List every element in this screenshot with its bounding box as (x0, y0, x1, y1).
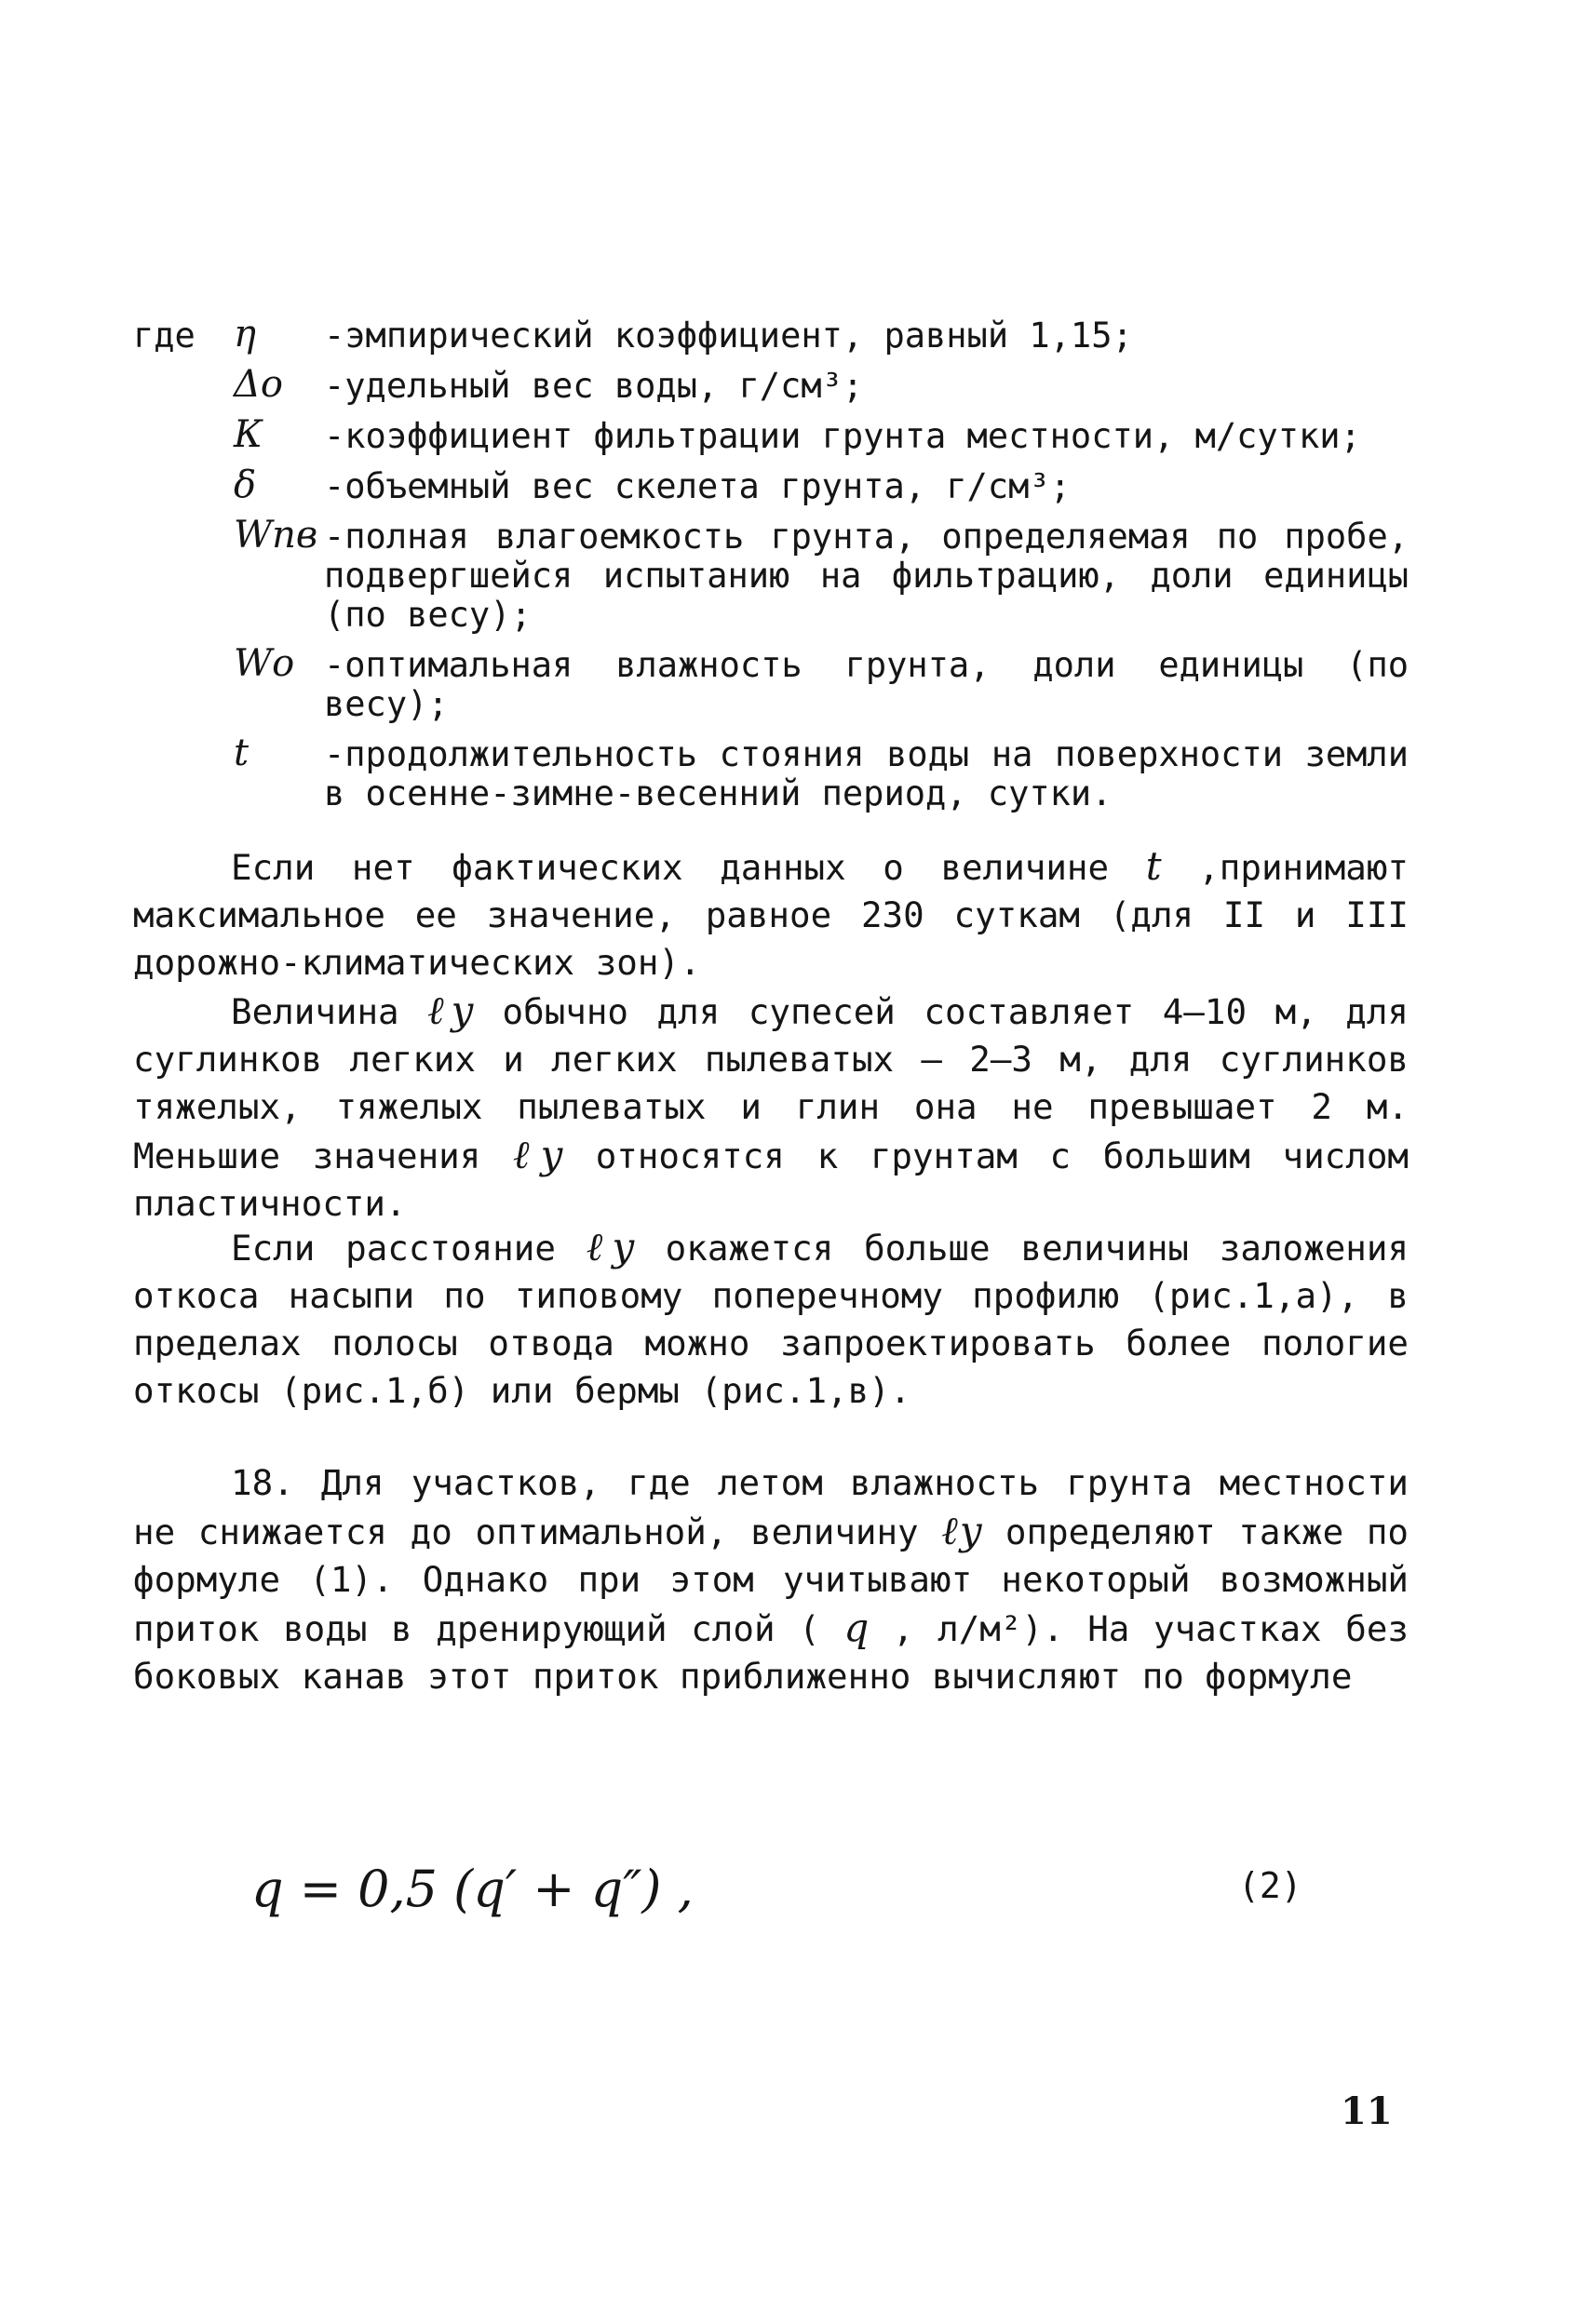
symbol-ly: ℓу (427, 987, 474, 1033)
definition-symbol: К (234, 413, 263, 456)
paragraph-text: Если расстояние (231, 1228, 556, 1269)
paragraph-slopes (133, 1223, 1409, 1415)
paragraph-text: 18. Для участков, где летом влажность грунта местности не снижается до оптимальной, величину (133, 1462, 1409, 1552)
definition-symbol: Wпв (234, 514, 318, 557)
definition-item (133, 413, 1409, 456)
page-number: 11 (1341, 2089, 1393, 2133)
definition-text: -продолжительность стояния воды на поверхности земли в осенне-зимне-весенний период, сутки. (324, 734, 1409, 813)
definition-text: -удельный вес воды, г/см³; (324, 366, 864, 406)
definition-symbol: Δо (234, 363, 283, 406)
definition-text: -коэффициент фильтрации грунта местности, м/сутки; (324, 416, 1361, 456)
symbol-ly: ℓу (586, 1224, 635, 1269)
symbol-ly: ℓу (941, 1508, 983, 1553)
paragraph-duration (133, 842, 1409, 987)
definition-item (133, 732, 1409, 813)
equation-number: (2) (1238, 1865, 1302, 1906)
paragraph-text: окажется больше величины заложения откоса насыпи по типовому поперечному профилю (рис.1,а), в пределах полосы отвода можно запроектировать более пологие откосы (рис.1,б) или бермы (рис.1,в). (133, 1228, 1409, 1411)
symbol-ly: ℓу (513, 1132, 563, 1177)
definition-symbol: η (234, 313, 256, 356)
formula-2: q = 0,5 (q′ + q″) , (251, 1860, 694, 1918)
definition-text: -объемный вес скелета грунта, г/см³; (324, 466, 1071, 506)
paragraph-text: , л/м²). На участках без боковых канав этот приток приближенно вычисляют по формуле (133, 1608, 1409, 1697)
definitions-list (133, 313, 1409, 825)
paragraph-text: Если нет фактических данных о величине (231, 847, 1110, 888)
paragraph-text: относятся к грунтам с большим числом пластичности. (133, 1135, 1409, 1224)
definition-item (133, 463, 1409, 506)
definition-item (133, 642, 1409, 724)
definition-text: -полная влагоемкость грунта, определяемая по пробе, подвергшейся испытанию на фильтрацию, доли единицы (по весу); (324, 517, 1409, 635)
definition-symbol: t (234, 732, 250, 774)
paragraph-text: обычно для супесей составляет 4–10 м, для суглинков легких и легких пылеватых – 2–3 м, для суглинков тяжелых, тяжелых пылеватых и глин она не превышает 2 м. Меньшие значения (133, 991, 1409, 1176)
definition-item (133, 514, 1409, 635)
definitions-lead: где (133, 316, 196, 356)
symbol-q: q (843, 1605, 870, 1650)
definition-item (133, 363, 1409, 406)
paragraph-ly-values (133, 987, 1409, 1228)
definition-text: -эмпирический коэффициент, равный 1,15; (324, 316, 1133, 356)
paragraph-text: ,принимают максимальное ее значение, равное 230 суткам (для II и III дорожно-климатических зон). (133, 847, 1409, 983)
definition-item (133, 313, 1409, 356)
paragraph-text: Величина (231, 991, 399, 1032)
paragraph-text: определяют также по формуле (1). Однако при этом учитывают некоторый возможный приток воды в дренирующий слой ( (133, 1511, 1409, 1649)
paragraph-section-18 (133, 1459, 1409, 1700)
definition-text: -оптимальная влажность грунта, доли единицы (по весу); (324, 645, 1409, 724)
symbol-t: t (1145, 843, 1162, 889)
definition-symbol: Wо (234, 642, 295, 685)
definition-symbol: δ (234, 463, 257, 506)
